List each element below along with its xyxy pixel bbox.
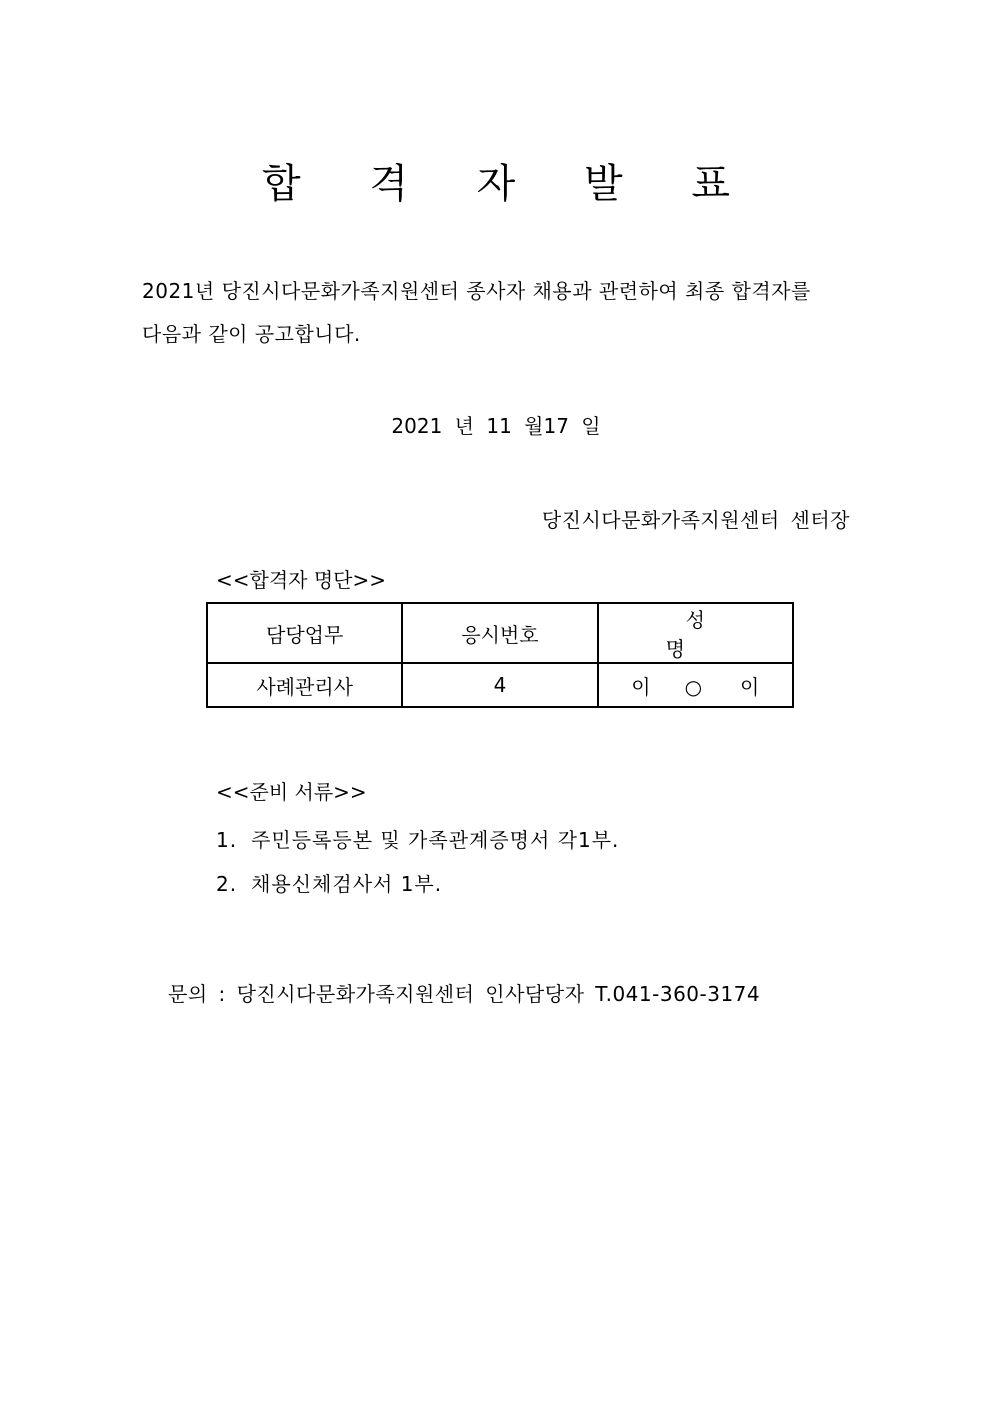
name-masked-char: ○	[684, 674, 703, 699]
page-title: 합 격 자 발 표	[261, 161, 759, 207]
intro-line-1: 2021년 당진시다문화가족지원센터 종사자 채용과 관련하여 최종 합격자를	[142, 279, 811, 303]
column-header-name: 성 명	[598, 603, 793, 663]
list-item	[216, 862, 619, 906]
table-header-row	[207, 603, 793, 663]
list-item-text: 주민등록등본 및 가족관계증명서 각1부.	[251, 828, 620, 852]
list-item-text: 채용신체검사서 1부.	[251, 872, 443, 896]
documents-heading: <<준비 서류>>	[216, 780, 367, 804]
table-row	[207, 663, 793, 707]
intro-paragraph	[142, 270, 862, 356]
list-item-number: 2.	[216, 872, 238, 896]
list-item	[216, 818, 619, 862]
results-table	[206, 602, 794, 708]
name-last-char: 이	[740, 674, 760, 699]
name-first-char: 이	[631, 674, 651, 699]
cell-duty: 사례관리사	[207, 663, 402, 707]
contact-info: 문의 : 당진시다문화가족지원센터 인사담당자 T.041-360-3174	[168, 982, 761, 1006]
announcement-date: 2021 년 11 월17 일	[391, 414, 601, 438]
cell-name	[598, 663, 793, 707]
results-heading: <<합격자 명단>>	[216, 568, 386, 592]
documents-list	[216, 818, 619, 906]
intro-line-2: 다음과 같이 공고합니다.	[142, 322, 361, 346]
list-item-number: 1.	[216, 828, 238, 852]
issuer-signature: 당진시다문화가족지원센터 센터장	[541, 508, 850, 532]
column-header-number: 응시번호	[402, 603, 597, 663]
cell-number: 4	[402, 663, 597, 707]
column-header-duty: 담당업무	[207, 603, 402, 663]
